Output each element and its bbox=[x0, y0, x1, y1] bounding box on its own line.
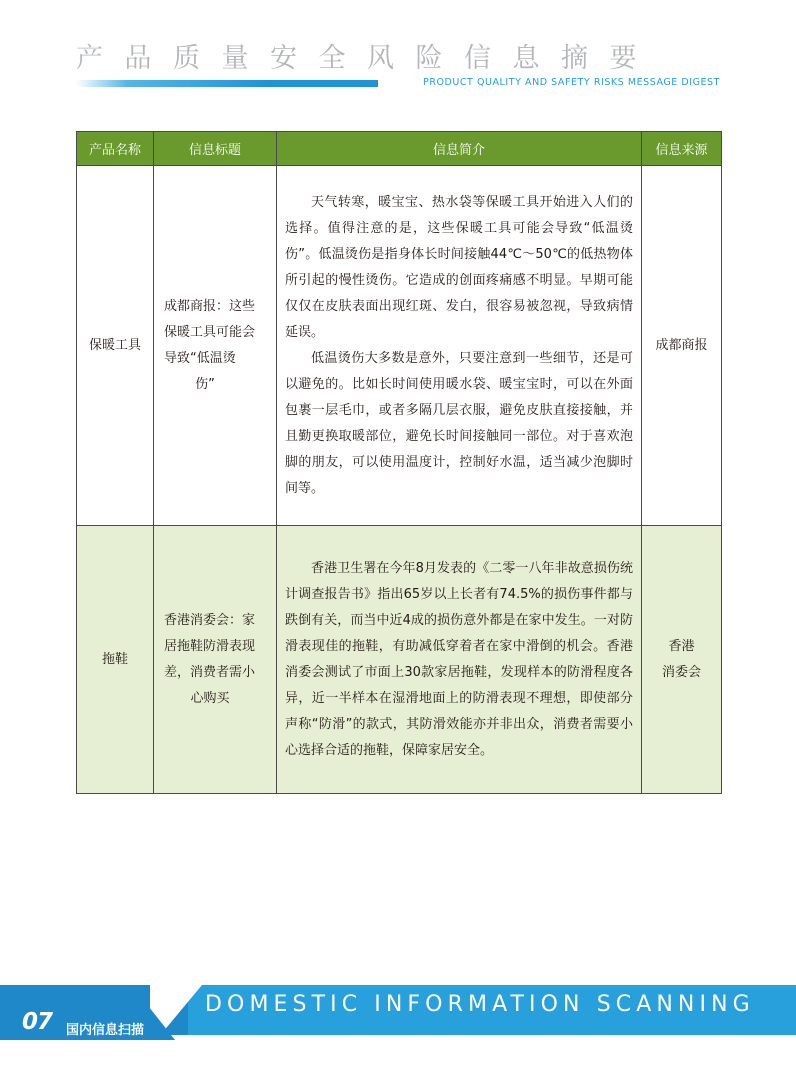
info-source-cell bbox=[642, 166, 722, 526]
info-title-line: 保暖工具可能会 bbox=[164, 324, 256, 340]
info-title-line: 香港消委会：家 bbox=[164, 612, 256, 628]
column-header-title: 信息标题 bbox=[154, 132, 277, 166]
footer-section-title-cn: 国内信息扫描 bbox=[66, 1023, 145, 1038]
info-title-line: 导致“低温烫 bbox=[164, 350, 236, 366]
info-source-line: 消委会 bbox=[661, 664, 701, 680]
table-row bbox=[77, 166, 722, 526]
page-header-subtitle: PRODUCT QUALITY AND SAFETY RISKS MESSAGE DIGEST bbox=[423, 77, 720, 88]
product-name-cell: 拖鞋 bbox=[77, 526, 154, 794]
risk-digest-table bbox=[76, 131, 722, 794]
footer-section-title-en: DOMESTIC INFORMATION SCANNING bbox=[205, 992, 755, 1017]
info-intro-cell bbox=[277, 526, 642, 794]
info-title-line: 心购买 bbox=[190, 690, 230, 706]
info-title-cell bbox=[154, 166, 277, 526]
info-intro-cell bbox=[277, 166, 642, 526]
product-name-cell: 保暖工具 bbox=[77, 166, 154, 526]
page-number: 07 bbox=[22, 1009, 53, 1035]
info-title-line: 居拖鞋防滑表现 bbox=[164, 638, 256, 654]
info-title-line: 成都商报：这些 bbox=[164, 298, 256, 314]
info-source-cell bbox=[642, 526, 722, 794]
table-row bbox=[77, 526, 722, 794]
info-title-line: 差，消费者需小 bbox=[164, 664, 256, 680]
info-source-line: 成都商报 bbox=[655, 337, 708, 353]
info-title-cell bbox=[154, 526, 277, 794]
column-header-intro: 信息简介 bbox=[277, 132, 642, 166]
intro-paragraph: 天气转寒，暖宝宝、热水袋等保暖工具开始进入人们的选择。值得注意的是，这些保暖工具可能会导致“低温烫伤”。低温烫伤是指身体长时间接触44℃～50℃的低热物体所引起的慢性烫伤。它造成的创面疼痛感不明显。早期可能仅仅在皮肤表面出现红斑、发白，很容易被忽视，导致病情延误。 bbox=[285, 194, 633, 340]
column-header-source: 信息来源 bbox=[642, 132, 722, 166]
info-source-line: 香港 bbox=[668, 638, 695, 654]
column-header-product: 产品名称 bbox=[77, 132, 154, 166]
page-header-title: 产品质量安全风险信息摘要 bbox=[76, 43, 658, 74]
info-title-line: 伤” bbox=[195, 376, 215, 392]
table-header-row bbox=[77, 132, 722, 166]
intro-paragraph: 香港卫生署在今年8月发表的《二零一八年非故意损伤统计调查报告书》指出65岁以上长者有74.5%的损伤事件都与跌倒有关，而当中近4成的损伤意外都是在家中发生。一对防滑表现佳的拖鞋，有助减低穿着者在家中滑倒的机会。香港消委会测试了市面上30款家居拖鞋，发现样本的防滑程度各异，近一半样本在湿滑地面上的防滑表现不理想，即使部分声称“防滑”的款式，其防滑效能亦并非出众，消费者需要小心选择合适的拖鞋，保障家居安全。 bbox=[285, 560, 633, 758]
intro-paragraph: 低温烫伤大多数是意外，只要注意到一些细节，还是可以避免的。比如长时间使用暖水袋、暖宝宝时，可以在外面包裹一层毛巾，或者多隔几层衣服，避免皮肤直接接触，并且勤更换取暖部位，避免长时间接触同一部位。对于喜欢泡脚的朋友，可以使用温度计，控制好水温，适当减少泡脚时间等。 bbox=[285, 350, 633, 496]
